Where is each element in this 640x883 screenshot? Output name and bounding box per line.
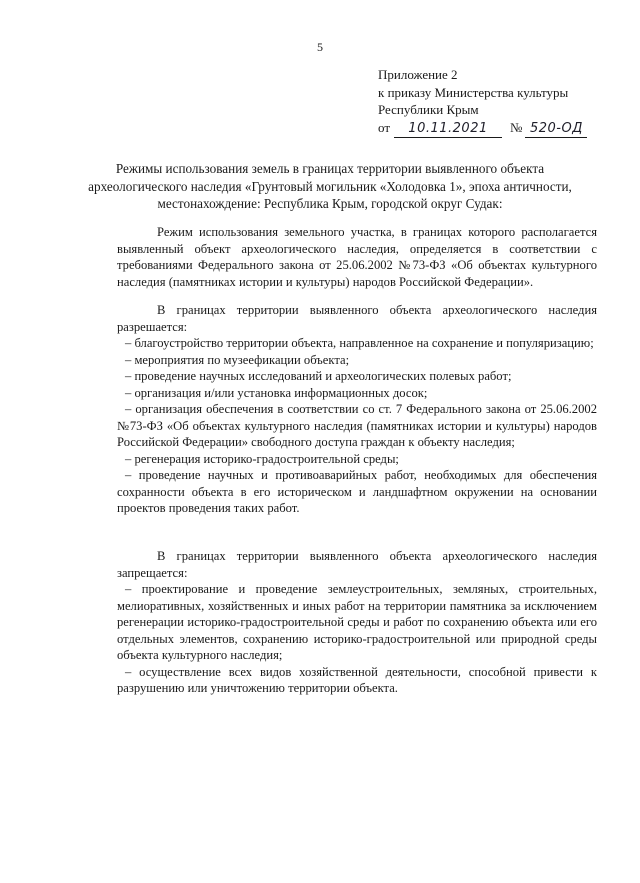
number-label: № bbox=[510, 119, 523, 135]
from-label: от bbox=[378, 119, 391, 135]
prohibited-item: – проектирование и проведение землеустроительных, земляных, строительных, мелиоративных, хозяйственных и иных работ на территории памятника за исключением регенерации историко-градостроительной среды и работ по сохранению объекта или его отдельных элементов, сохранению историко-градостроительной или природной среды объекта культурного наследия; bbox=[117, 582, 597, 662]
permitted-heading: В границах территории выявленного объекта археологического наследия разрешается: bbox=[117, 303, 597, 334]
permitted-item: – организация обеспечения в соответствии со ст. 7 Федерального закона от 25.06.2002 №73-ФЗ «Об объектах культурного наследия (памятниках истории и культуры) народов Российской Федерации» свободного доступа граждан к объекту наследия; bbox=[117, 402, 597, 449]
appendix-line-3: Республики Крым bbox=[378, 102, 479, 117]
permitted-section bbox=[117, 302, 597, 517]
prohibited-section bbox=[117, 548, 597, 697]
permitted-item: – организация и/или установка информационных досок; bbox=[125, 385, 428, 400]
handwritten-date: 10.11.2021 bbox=[394, 120, 502, 139]
permitted-item: – регенерация историко-градостроительной среды; bbox=[125, 451, 399, 466]
intro-paragraph: Режим использования земельного участка, в границах которого располагается выявленный объект археологического наследия, определяется в соответствии с требованиями Федерального закона от 25.06.2002 №73-ФЗ «Об объектах культурного наследия (памятниках истории и культуры) народов Российской Федерации». bbox=[117, 225, 597, 289]
intro-section bbox=[117, 224, 597, 290]
appendix-line-1: Приложение 2 bbox=[378, 67, 458, 82]
permitted-item: – благоустройство территории объекта, направленное на сохранение и популяризацию; bbox=[125, 336, 594, 350]
permitted-item: – мероприятия по музеефикации объекта; bbox=[125, 352, 350, 367]
handwritten-order-number: 520-ОД bbox=[525, 120, 587, 139]
prohibited-item: – осуществление всех видов хозяйственной деятельности, способной привести к разрушению или уничтожению территории объекта. bbox=[117, 664, 597, 695]
permitted-item: – проведение научных исследований и археологических полевых работ; bbox=[125, 369, 512, 383]
appendix-line-2: к приказу Министерства культуры bbox=[378, 84, 569, 100]
permitted-item: – проведение научных и противоаварийных работ, необходимых для обеспечения сохранности объекта в его историческом и ландшафтном окружении на основании проектов проведения таких работ. bbox=[117, 468, 597, 515]
prohibited-heading: В границах территории выявленного объекта археологического наследия запрещается: bbox=[117, 549, 597, 580]
document-title: Режимы использования земель в границах территории выявленного объекта археологического наследия «Грунтовый могильник «Холодовка 1», эпоха античности, местонахождение: Республика Крым, городской округ Судак: bbox=[88, 161, 572, 211]
order-date-number-row bbox=[378, 119, 618, 139]
appendix-header bbox=[378, 66, 618, 138]
page-number: 5 bbox=[317, 40, 323, 54]
